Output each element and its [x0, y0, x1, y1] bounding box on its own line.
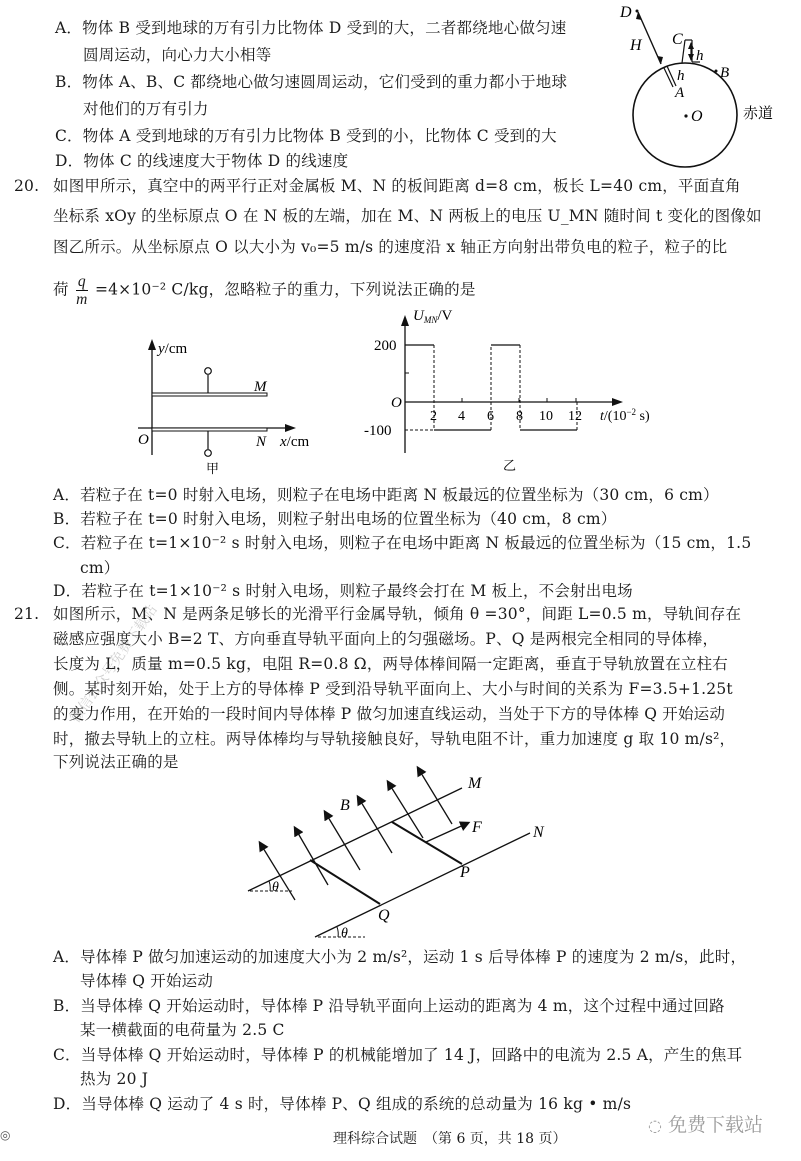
rail-n-label: N: [533, 824, 544, 841]
q21-stem-line3: 长度为 L，质量 m=0.5 kg，电阻 R=0.8 Ω，两导体棒间隔一定距离，垂直于导轨放置在立柱右: [53, 655, 728, 673]
label-h-top: h: [696, 48, 704, 64]
label-equator: 赤道: [743, 106, 774, 122]
rail-m-label: M: [468, 775, 482, 792]
q19-option-a-line1: A．物体 B 受到地球的万有引力比物体 D 受到的大，二者都绕地心做匀速: [55, 19, 567, 37]
q19-option-c: C．物体 A 受到地球的万有引力比物体 B 受到的小，比物体 C 受到的大: [55, 127, 557, 145]
page-footer: 理科综合试题 （第 6 页，共 18 页）: [333, 1131, 567, 1147]
x-tick-12: 12: [568, 409, 582, 424]
caption-yi: 乙: [503, 458, 517, 473]
q21-stem-line4: 侧。某时刻开始，处于上方的导体棒 P 受到沿导轨平面向上、大小与时间的关系为 F=3.5+1.25t: [53, 680, 733, 698]
x-tick-10: 10: [539, 409, 553, 424]
chart-origin: O: [391, 395, 402, 411]
q21-option-a-line2: 导体棒 Q 开始运动: [80, 972, 214, 990]
q21-stem-line1: 如图所示，M、N 是两条足够长的光滑平行金属导轨，倾角 θ =30°，间距 L=0.5 m，导轨间存在: [53, 605, 742, 623]
y-axis-label: y/cm: [158, 341, 188, 357]
label-c: C: [672, 31, 683, 48]
x-tick-4: 4: [458, 409, 465, 424]
q21-option-b-line2: 某一横截面的电荷量为 2.5 C: [80, 1021, 285, 1039]
q20-prefix: 荷: [53, 280, 69, 299]
registration-mark-icon: ◎: [0, 1128, 11, 1142]
diagonal-stamp-watermark: 微信公众号免费下载站: [67, 602, 161, 726]
q21-option-d: D．当导体棒 Q 运动了 4 s 时，导体棒 P、Q 组成的系统的总动量为 16 kg • m/s: [53, 1095, 632, 1113]
q20-stem-line2: 坐标系 xOy 的坐标原点 O 在 N 板的左端，加在 M、N 两板上的电压 U_MN 随时间 t 变化的图像如: [53, 207, 762, 225]
label-h-bottom: h: [677, 68, 685, 84]
origin-label: O: [138, 432, 149, 448]
label-b: B: [720, 65, 730, 81]
watermark-text: 免费下载站: [668, 1114, 764, 1136]
q21-stem-line6: 时，撤去导轨上的立柱。两导体棒均与导轨接触良好，导轨电阻不计，重力加速度 g 取 10 m/s²，: [53, 730, 736, 748]
chat-bubble-icon: ◌: [648, 1116, 662, 1135]
q20-stem-line1: 如图甲所示，真空中的两平行正对金属板 M、N 的板间距离 d=8 cm，板长 L=40 cm，平面直角: [53, 177, 741, 195]
y-tick-200: 200: [374, 338, 397, 354]
q21-stem-line7: 下列说法正确的是: [53, 753, 179, 771]
q19-option-a-line2: 圆周运动，向心力大小相等: [83, 46, 272, 64]
force-f-label: F: [472, 819, 482, 836]
q21-stem-line2: 磁感应强度大小 B=2 T、方向垂直导轨平面向上的匀强磁场。P、Q 是两根完全相同的导体棒，: [53, 630, 719, 648]
y-tick-neg100: -100: [364, 423, 392, 439]
caption-jia: 甲: [206, 461, 220, 476]
q21-option-b-line1: B．当导体棒 Q 开始运动时，导体棒 P 沿导轨平面向上运动的距离为 4 m，这个过程中通过回路: [53, 997, 725, 1015]
rod-q-label: Q: [378, 907, 390, 924]
plate-n-label: N: [256, 434, 267, 450]
fraction-denominator: m: [76, 291, 88, 308]
q21-stem-line5: 的变力作用，在开始的一段时间内导体棒 P 做匀加速直线运动，当处于下方的导体棒 Q 开始运动: [53, 705, 726, 723]
figure-yi-voltage-chart: [355, 295, 655, 480]
q21-option-c-line1: C．当导体棒 Q 开始运动时，导体棒 P 的机械能增加了 14 J，回路中的电流为 2.5 A，产生的焦耳: [53, 1046, 743, 1064]
chart-y-label: $U_{MN}/V$: [413, 308, 453, 325]
chart-x-label: $t/(10^{-2}$ s): [600, 407, 650, 424]
q20-stem-line3: 图乙所示。从坐标原点 O 以大小为 v₀=5 m/s 的速度沿 x 轴正方向射出带负电的粒子，粒子的比: [53, 238, 728, 256]
field-b-label: B: [340, 797, 350, 814]
watermark: [648, 1110, 763, 1137]
rails-magnetic-field-figure: [240, 760, 570, 945]
q21-number: 21.: [14, 605, 40, 623]
x-tick-2: 2: [430, 409, 437, 424]
q20-option-a: A．若粒子在 t=0 时射入电场，则粒子在电场中距离 N 板最远的位置坐标为（30 cm，6 cm）: [53, 486, 719, 504]
q20-option-d: D．若粒子在 t=1×10⁻² s 时射入电场，则粒子最终会打在 M 板上，不会射出电场: [53, 582, 633, 600]
q19-option-b-line2: 对他们的万有引力: [83, 100, 209, 118]
q19-option-d: D．物体 C 的线速度大于物体 D 的线速度: [55, 152, 349, 170]
q21-option-a-line1: A．导体棒 P 做匀加速运动的加速度大小为 2 m/s²，运动 1 s 后导体棒 P 的速度为 2 m/s，此时，: [53, 948, 747, 966]
q20-line4-rest: =4×10⁻² C/kg，忽略粒子的重力，下列说法正确的是: [94, 280, 476, 299]
x-tick-6: 6: [487, 409, 494, 424]
figure-jia-plates: [120, 295, 340, 480]
q20-number: 20.: [14, 177, 40, 195]
q20-option-c-line2: cm）: [80, 559, 120, 577]
x-axis-label: x/cm: [280, 434, 310, 450]
q21-option-c-line2: 热为 20 J: [80, 1070, 149, 1088]
q20-option-c-line1: C．若粒子在 t=1×10⁻² s 时射入电场，则粒子在电场中距离 N 板最远的位置坐标为（15 cm，1.5: [53, 534, 752, 552]
theta-label-2: θ: [341, 926, 348, 941]
plate-m-label: M: [254, 379, 267, 395]
fraction-numerator: q: [77, 273, 86, 290]
theta-label-1: θ: [272, 880, 279, 895]
rod-p-label: P: [460, 864, 470, 881]
label-h-big: H: [630, 37, 642, 54]
label-a: A: [675, 85, 685, 101]
x-tick-8: 8: [516, 409, 523, 424]
q19-option-b-line1: B．物体 A、B、C 都绕地心做匀速圆周运动，它们受到的重力都小于地球: [55, 73, 568, 91]
label-d: D: [620, 4, 632, 21]
charge-mass-fraction: [76, 273, 88, 308]
earth-orbit-figure: [600, 0, 801, 175]
q20-option-b: B．若粒子在 t=0 时射入电场，则粒子射出电场的位置坐标为（40 cm，8 cm）: [53, 510, 617, 528]
label-o: O: [691, 108, 703, 125]
